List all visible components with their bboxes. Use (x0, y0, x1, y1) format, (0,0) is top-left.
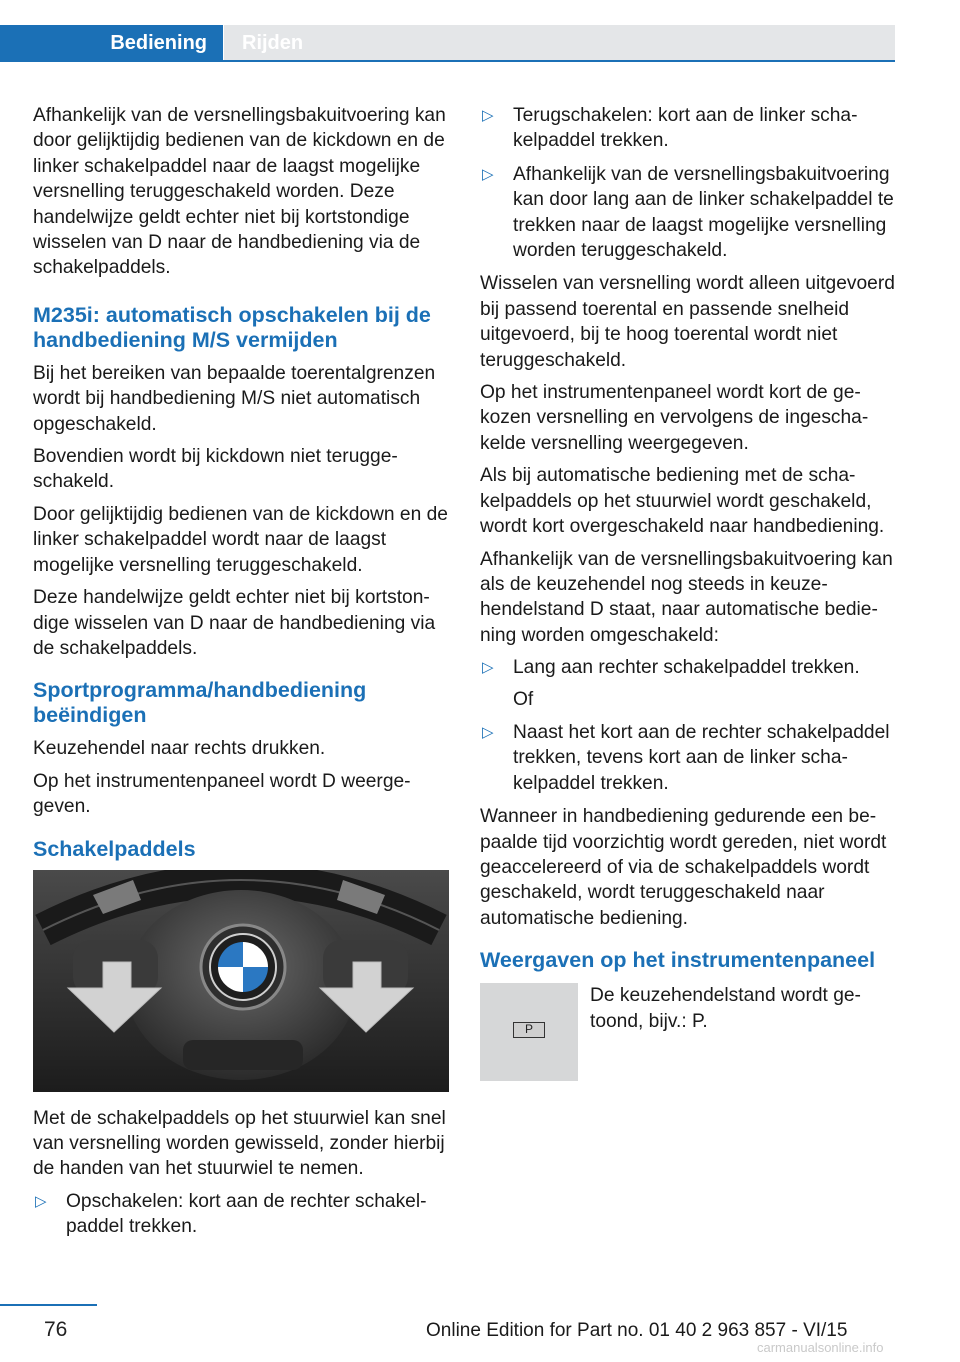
section-heading-m235i: M235i: automatisch opschakelen bij de handbediening M/S vermijden (33, 302, 431, 352)
list-item: ▷ Opschakelen: kort aan de rechter schakelpaddel trekken. (35, 1190, 427, 1238)
tab-bediening[interactable]: Bediening (0, 25, 223, 61)
list-item: ▷ Lang aan rechter schakelpaddel trekken. Of (480, 655, 896, 712)
paragraph: Deze handelwijze geldt echter niet bij kortstondige wisselen van D naar de handbediening via de schakelpaddels. (33, 587, 436, 659)
list-item: ▷ Afhankelijk van de versnellingsbakuitvoering kan door lang aan de linker schakelpaddel te trekken naar de laagst mogelijke versnelling worden teruggeschakeld. (482, 163, 894, 262)
intro-paragraph: Afhankelijk van de versnellingsbakuitvoering kan door gelijktijdig bedienen van de kickdown en de linker schakelpaddel naar de laagst mogelijke versnelling teruggeschakeld worden. Deze handelwijze geldt echter niet bij kortstondige wisselen van D naar de handbediening via de schakelpaddels. (33, 105, 446, 279)
steering-wheel-figure (33, 870, 449, 1092)
paragraph: Keuzehendel naar rechts drukken. (33, 738, 326, 760)
section-heading-weergaven: Weergaven op het instrumentenpaneel (480, 948, 876, 973)
paragraph: Bij het bereiken van bepaalde toerentalgrenzen wordt bij handbediening M/S niet automatisch opgeschakeld. (33, 362, 436, 435)
list-item: ▷ Naast het kort aan de rechter schakelpaddel trekken, tevens kort aan de linker schakelpaddel trekken. (482, 721, 890, 794)
gear-position-indicator: P (513, 1022, 545, 1038)
instrument-display-figure (480, 983, 578, 1081)
watermark: carmanualsonline.info (757, 1340, 884, 1355)
footer-divider (0, 1304, 97, 1306)
triangle-right-icon: ▷ (482, 107, 494, 124)
steering-wheel-illustration (33, 870, 449, 1092)
triangle-right-icon: ▷ (482, 659, 494, 677)
left-column (33, 103, 449, 1248)
list-item: ▷ Terugschakelen: kort aan de linker schakelpaddel trekken. (482, 105, 858, 152)
paragraph: Op het instrumentenpaneel wordt kort de gekozen versnelling en vervolgens de ingeschakelde versnelling weergegeven. (480, 382, 869, 454)
triangle-right-icon: ▷ (482, 165, 494, 183)
chapter-tabbar (0, 0, 895, 62)
paragraph: Afhankelijk van de versnellingsbakuitvoering kan als de keuzehendel nog steeds in keuzehendelstand D staat, naar automatische bediening worden omgeschakeld: (480, 548, 893, 646)
list-item-alternative: Of (513, 688, 534, 710)
tab-divider (0, 60, 895, 62)
triangle-right-icon: ▷ (482, 723, 494, 741)
paragraph: Bovendien wordt bij kickdown niet teruggeschakeld. (33, 446, 398, 493)
triangle-right-icon: ▷ (35, 1192, 47, 1210)
display-example (480, 983, 896, 1081)
section-heading-schakelpaddels: Schakelpaddels (33, 836, 196, 861)
paragraph: Met de schakelpaddels op het stuurwiel kan snel van versnelling worden gewisseld, zonder hierbij de handen van het stuurwiel te nemen. (33, 1107, 446, 1180)
tab-rijden[interactable]: Rijden (224, 25, 895, 61)
display-description: De keuzehendelstand wordt getoond, bijv.: P. (590, 985, 861, 1032)
page-number: 76 (44, 1318, 68, 1341)
paragraph: Wanneer in handbediening gedurende een bepaalde tijd voorzichtig wordt gereden, niet wordt geaccelereerd of via de schakelpaddels wordt geschakeld, wordt teruggeschakeld naar automatische bediening. (480, 806, 887, 929)
right-column (480, 103, 896, 1081)
paragraph: Op het instrumentenpaneel wordt D weergegeven. (33, 770, 411, 818)
section-heading-sportprogramma: Sportprogramma/handbediening beëindigen (33, 678, 367, 728)
edition-text: Online Edition for Part no. 01 40 2 963 857 - VI/15 (426, 1320, 848, 1341)
paragraph: Als bij automatische bediening met de schakelpaddels op het stuurwiel wordt geschakeld, wordt kort overgeschakeld naar handbediening. (480, 465, 885, 538)
paragraph: Wisselen van versnelling wordt alleen uitgevoerd bij passend toerental en passende snelheid uitgevoerd, bij te hoog toerental wordt niet teruggeschakeld. (480, 273, 895, 371)
paragraph: Door gelijktijdig bedienen van de kickdown en de linker schakelpaddel wordt naar de laagst mogelijke versnelling teruggeschakeld. (33, 503, 448, 576)
